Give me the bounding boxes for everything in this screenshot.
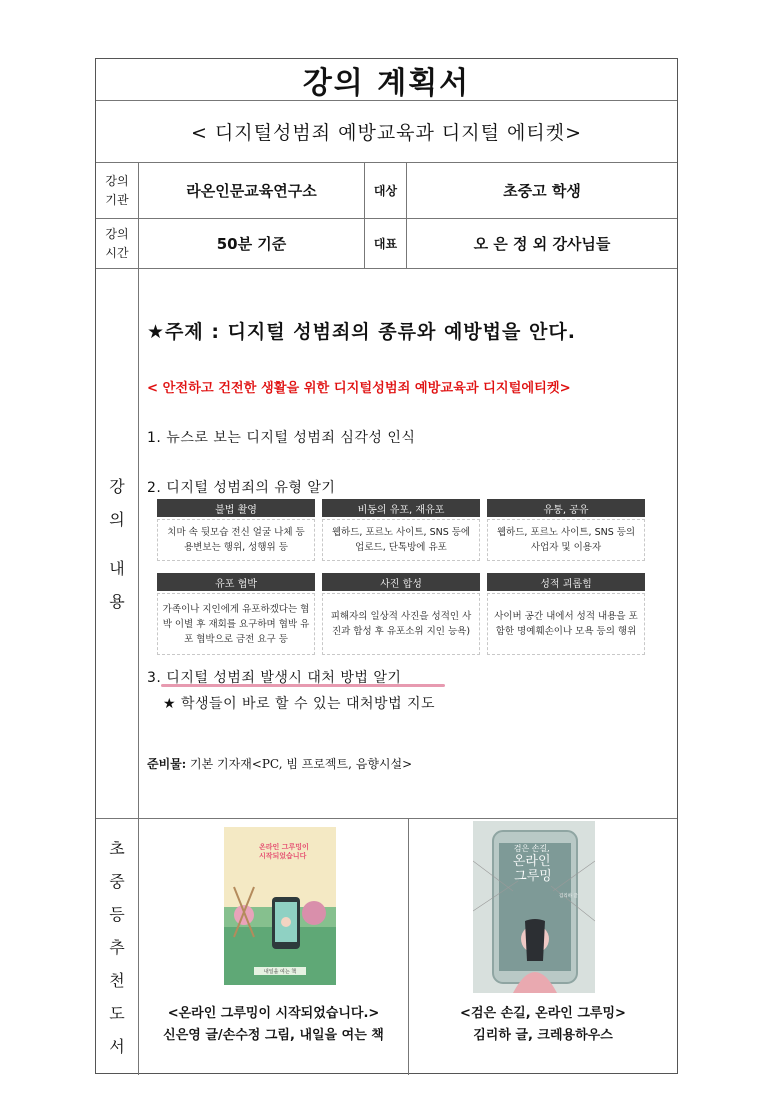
lecture-plan-document	[95, 58, 678, 1074]
books-row	[96, 819, 677, 1075]
side-char: 도	[109, 1003, 125, 1023]
preparation	[147, 755, 412, 772]
content-body	[138, 269, 677, 818]
type-header: 유포 협박	[157, 573, 315, 591]
prep-value: 기본 기자재<PC, 빔 프로젝트, 음향시설>	[186, 757, 413, 771]
item-1: 1. 뉴스로 보는 디지털 성범죄 심각성 인식	[147, 430, 416, 446]
book-1-cover	[224, 827, 336, 985]
type-header: 사진 합성	[322, 573, 480, 591]
side-char: 서	[109, 1036, 125, 1056]
book-1-title: <온라인 그루밍이 시작되었습니다.>	[167, 1006, 380, 1021]
type-header: 유통, 공유	[487, 499, 645, 517]
book-2-cover	[473, 821, 595, 993]
type-desc: 가족이나 지인에게 유포하겠다는 협박 이별 후 재회를 요구하며 협박 유포 협박으로 금전 요구 등	[157, 593, 315, 655]
side-char: 내	[109, 558, 125, 578]
book-2-cover-author: 김리하 글	[559, 894, 578, 899]
type-desc: 웹하드, 포르노 사이트, SNS 등의 사업자 및 이용자	[487, 519, 645, 561]
side-char: 추	[109, 937, 125, 957]
title-row	[96, 59, 677, 101]
target-value: 초중고 학생	[503, 182, 581, 200]
side-char: 용	[109, 591, 125, 611]
item-2: 2. 디지털 성범죄의 유형 알기	[147, 480, 336, 496]
theme-text: ★주제 : 디지털 성범죄의 종류와 예방법을 안다.	[147, 321, 576, 343]
book-1-cover-publisher: 내일을 여는 책	[263, 969, 297, 975]
side-char: 강	[109, 476, 125, 496]
crime-types-graphic	[157, 499, 645, 657]
book-2	[408, 819, 677, 1075]
prep-label: 준비물:	[147, 757, 187, 771]
side-char: 천	[109, 970, 125, 990]
rep-label: 대표	[373, 237, 398, 251]
info-row-institution	[96, 163, 677, 219]
type-header: 비동의 유포, 재유포	[322, 499, 480, 517]
content-side-label	[109, 470, 124, 618]
type-desc: 치마 속 뒷모습 전신 얼굴 나체 등 용변보는 행위, 성행위 등	[157, 519, 315, 561]
book-2-title: <검은 손길, 온라인 그루밍>	[460, 1006, 626, 1021]
page-subtitle: < 디지털성범죄 예방교육과 디지털 에티켓>	[190, 122, 583, 144]
book-1	[138, 819, 408, 1075]
red-subtitle: < 안전하고 건전한 생활을 위한 디지털성범죄 예방교육과 디지털에티켓>	[147, 381, 571, 396]
side-char: 초	[109, 838, 125, 858]
books-side-label	[109, 832, 124, 1063]
type-desc: 피해자의 일상적 사진을 성적인 사진과 합성 후 유포소위 지인 능욕)	[322, 593, 480, 655]
time-value: 50분 기준	[216, 235, 287, 253]
institution-value: 라온인문교육연구소	[186, 182, 317, 200]
target-label: 대상	[373, 184, 398, 198]
type-header: 성적 괴롭힘	[487, 573, 645, 591]
book-2-cover-title: 검은 손길, 온라인 그루밍	[512, 844, 552, 884]
type-desc: 사이버 공간 내에서 성적 내용을 포함한 명예훼손이나 모욕 등의 행위	[487, 593, 645, 655]
page-title: 강의 계획서	[302, 65, 471, 101]
time-label: 강의 시간	[105, 226, 129, 260]
side-char: 중	[109, 871, 125, 891]
book-1-cover-title: 온라인 그루밍이 시작되었습니다	[259, 843, 309, 860]
info-row-time	[96, 219, 677, 269]
book-2-author: 김리하 글, 크레용하우스	[473, 1028, 613, 1043]
content-row	[96, 269, 677, 819]
type-header: 불법 촬영	[157, 499, 315, 517]
book-1-author: 신은영 글/손수정 그림, 내일을 여는 책	[163, 1028, 384, 1043]
item-3: 3. 디지털 성범죄 발생시 대처 방법 알기	[147, 670, 402, 686]
subtitle-row	[96, 101, 677, 163]
item-3-sub: ★ 학생들이 바로 할 수 있는 대처방법 지도	[163, 696, 436, 712]
side-char: 의	[109, 509, 125, 529]
institution-label: 강의 기관	[105, 173, 129, 207]
side-char: 등	[109, 904, 125, 924]
type-desc: 웹하드, 포르노 사이트, SNS 등에 업로드, 단톡방에 유포	[322, 519, 480, 561]
rep-value: 오 은 정 외 강사님들	[473, 235, 611, 253]
